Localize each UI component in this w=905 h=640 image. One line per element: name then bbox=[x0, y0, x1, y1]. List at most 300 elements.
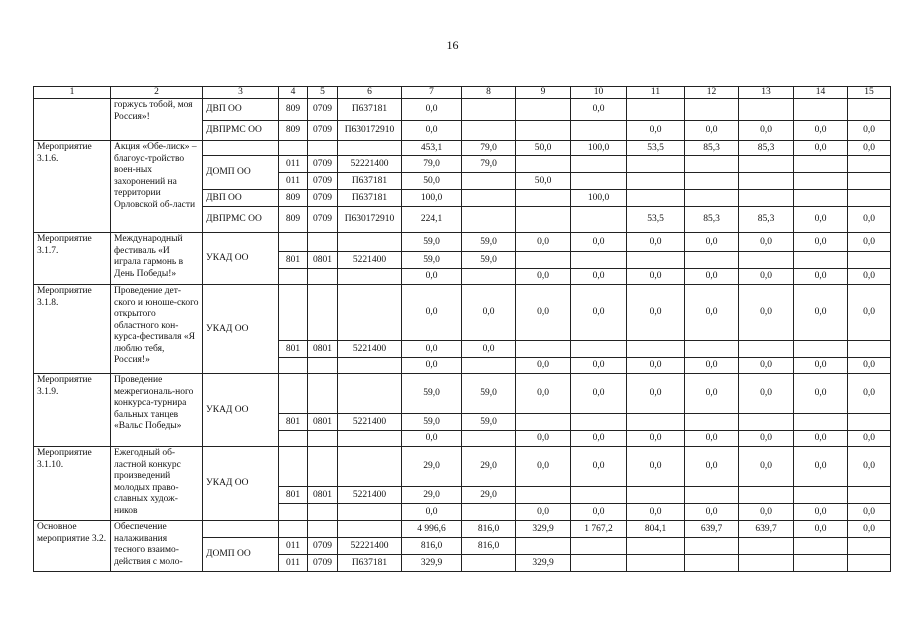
cell bbox=[308, 504, 338, 521]
cell bbox=[794, 190, 848, 207]
cell: 100,0 bbox=[571, 190, 627, 207]
cell: 0,0 bbox=[402, 269, 462, 285]
cell bbox=[685, 555, 739, 572]
budget-table bbox=[33, 86, 891, 572]
table-row bbox=[34, 285, 891, 341]
cell: 50,0 bbox=[402, 173, 462, 190]
cell bbox=[308, 358, 338, 374]
cell: 0,0 bbox=[516, 358, 571, 374]
cell bbox=[571, 414, 627, 431]
table-row bbox=[34, 141, 891, 156]
cell: П637181 bbox=[338, 99, 402, 121]
cell bbox=[794, 341, 848, 358]
cell bbox=[338, 447, 402, 487]
table-row bbox=[34, 99, 891, 121]
cell bbox=[308, 374, 338, 414]
cell: 0709 bbox=[308, 121, 338, 141]
cell: 0,0 bbox=[739, 269, 794, 285]
cell bbox=[516, 341, 571, 358]
cell bbox=[279, 285, 308, 341]
org-cell: ДВП ОО bbox=[203, 190, 279, 207]
cell bbox=[739, 487, 794, 504]
cell: 0,0 bbox=[848, 504, 891, 521]
event-name-cell: Проведение межрегиональ-ного конкурса-турнира бальных танцев «Вальс Победы» bbox=[111, 374, 203, 447]
cell: 0,0 bbox=[516, 233, 571, 252]
cell bbox=[516, 156, 571, 173]
event-label-cell: Мероприятие 3.1.6. bbox=[34, 141, 111, 233]
table-row bbox=[34, 374, 891, 414]
event-name-cell: Международный фестиваль «И играла гармонь в День Победы!» bbox=[111, 233, 203, 285]
cell bbox=[794, 173, 848, 190]
cell: 0,0 bbox=[739, 233, 794, 252]
cell: 0,0 bbox=[848, 374, 891, 414]
cell: 100,0 bbox=[402, 190, 462, 207]
cell: 0,0 bbox=[571, 99, 627, 121]
cell: 0,0 bbox=[402, 121, 462, 141]
cell: 0,0 bbox=[516, 431, 571, 447]
cell: 639,7 bbox=[739, 521, 794, 538]
cell bbox=[571, 121, 627, 141]
cell: 52221400 bbox=[338, 156, 402, 173]
cell: 0,0 bbox=[627, 269, 685, 285]
table-row bbox=[34, 233, 891, 252]
cell bbox=[848, 190, 891, 207]
cell: 0709 bbox=[308, 173, 338, 190]
cell bbox=[279, 447, 308, 487]
cell: 329,9 bbox=[402, 555, 462, 572]
cell: 0,0 bbox=[571, 504, 627, 521]
cell bbox=[279, 269, 308, 285]
cell bbox=[848, 538, 891, 555]
cell: 0,0 bbox=[685, 121, 739, 141]
cell: 0,0 bbox=[794, 285, 848, 341]
cell: 4 996,6 bbox=[402, 521, 462, 538]
cell: 0,0 bbox=[794, 374, 848, 414]
cell: 0,0 bbox=[848, 521, 891, 538]
cell bbox=[462, 121, 516, 141]
column-header: 2 bbox=[111, 87, 203, 99]
cell bbox=[685, 414, 739, 431]
cell bbox=[739, 414, 794, 431]
cell: П630172910 bbox=[338, 207, 402, 233]
cell bbox=[516, 538, 571, 555]
cell: 79,0 bbox=[462, 156, 516, 173]
cell bbox=[571, 341, 627, 358]
cell: 0,0 bbox=[794, 358, 848, 374]
cell: 85,3 bbox=[685, 207, 739, 233]
cell: 0,0 bbox=[627, 358, 685, 374]
table-row bbox=[34, 447, 891, 487]
cell: 0,0 bbox=[571, 358, 627, 374]
cell bbox=[462, 555, 516, 572]
cell bbox=[685, 252, 739, 269]
cell: 85,3 bbox=[739, 207, 794, 233]
cell bbox=[338, 504, 402, 521]
cell bbox=[739, 341, 794, 358]
cell bbox=[462, 190, 516, 207]
cell: 639,7 bbox=[685, 521, 739, 538]
cell: 816,0 bbox=[402, 538, 462, 555]
org-cell: УКАД ОО bbox=[203, 285, 279, 374]
cell bbox=[739, 555, 794, 572]
cell: 0,0 bbox=[402, 358, 462, 374]
org-cell bbox=[203, 141, 279, 156]
cell: 0709 bbox=[308, 555, 338, 572]
cell: 52221400 bbox=[338, 538, 402, 555]
cell: 0,0 bbox=[848, 269, 891, 285]
cell bbox=[516, 121, 571, 141]
cell bbox=[685, 173, 739, 190]
cell bbox=[308, 447, 338, 487]
cell: 329,9 bbox=[516, 555, 571, 572]
cell bbox=[627, 538, 685, 555]
cell: 59,0 bbox=[462, 252, 516, 269]
cell: 0709 bbox=[308, 99, 338, 121]
cell bbox=[279, 233, 308, 252]
cell: 0,0 bbox=[685, 504, 739, 521]
column-header: 14 bbox=[794, 87, 848, 99]
column-header: 10 bbox=[571, 87, 627, 99]
cell bbox=[279, 358, 308, 374]
cell: 0,0 bbox=[402, 285, 462, 341]
cell bbox=[338, 269, 402, 285]
cell: 011 bbox=[279, 555, 308, 572]
cell: 0,0 bbox=[571, 233, 627, 252]
cell bbox=[338, 374, 402, 414]
cell bbox=[516, 414, 571, 431]
cell: 0,0 bbox=[794, 504, 848, 521]
cell: 809 bbox=[279, 190, 308, 207]
cell bbox=[462, 99, 516, 121]
event-name-cell: Проведение дет-ского и юноше-ского открытого областного кон-курса-фестиваля «Я люблю тебя, Россия!» bbox=[111, 285, 203, 374]
cell bbox=[794, 99, 848, 121]
cell bbox=[279, 141, 308, 156]
cell: П637181 bbox=[338, 173, 402, 190]
cell bbox=[338, 431, 402, 447]
cell: 0,0 bbox=[627, 121, 685, 141]
cell: 809 bbox=[279, 99, 308, 121]
cell: 59,0 bbox=[402, 414, 462, 431]
cell: 0,0 bbox=[848, 285, 891, 341]
event-label-cell: Мероприятие 3.1.10. bbox=[34, 447, 111, 521]
cell: 29,0 bbox=[462, 487, 516, 504]
column-header: 1 bbox=[34, 87, 111, 99]
cell bbox=[627, 341, 685, 358]
cell: 0,0 bbox=[848, 121, 891, 141]
column-header: 8 bbox=[462, 87, 516, 99]
cell: 0,0 bbox=[516, 504, 571, 521]
cell: 0,0 bbox=[627, 233, 685, 252]
cell: 0,0 bbox=[685, 431, 739, 447]
cell bbox=[739, 99, 794, 121]
cell: 801 bbox=[279, 487, 308, 504]
cell bbox=[794, 538, 848, 555]
cell: 0,0 bbox=[739, 447, 794, 487]
cell: 0,0 bbox=[516, 447, 571, 487]
cell: 0709 bbox=[308, 207, 338, 233]
cell: 0,0 bbox=[685, 447, 739, 487]
cell bbox=[462, 504, 516, 521]
cell: 0,0 bbox=[794, 207, 848, 233]
cell: П637181 bbox=[338, 555, 402, 572]
cell bbox=[685, 487, 739, 504]
org-cell: УКАД ОО bbox=[203, 233, 279, 285]
cell: 0801 bbox=[308, 414, 338, 431]
cell bbox=[308, 269, 338, 285]
cell bbox=[308, 285, 338, 341]
cell bbox=[462, 358, 516, 374]
cell bbox=[848, 487, 891, 504]
cell bbox=[739, 252, 794, 269]
cell bbox=[462, 207, 516, 233]
cell bbox=[279, 374, 308, 414]
cell bbox=[848, 252, 891, 269]
cell bbox=[279, 504, 308, 521]
cell bbox=[571, 538, 627, 555]
column-header: 7 bbox=[402, 87, 462, 99]
cell: 79,0 bbox=[462, 141, 516, 156]
cell bbox=[627, 99, 685, 121]
cell: 0,0 bbox=[848, 207, 891, 233]
cell: 0,0 bbox=[794, 447, 848, 487]
event-label-cell: Мероприятие 3.1.9. bbox=[34, 374, 111, 447]
cell: 0709 bbox=[308, 538, 338, 555]
cell: 809 bbox=[279, 121, 308, 141]
cell: 0,0 bbox=[794, 233, 848, 252]
cell: 0,0 bbox=[516, 269, 571, 285]
cell bbox=[308, 431, 338, 447]
cell: 0,0 bbox=[516, 374, 571, 414]
cell bbox=[627, 487, 685, 504]
cell bbox=[338, 358, 402, 374]
cell bbox=[462, 431, 516, 447]
cell bbox=[739, 156, 794, 173]
cell: 0,0 bbox=[571, 374, 627, 414]
cell: 29,0 bbox=[402, 487, 462, 504]
cell: 50,0 bbox=[516, 141, 571, 156]
event-label-cell: Мероприятие 3.1.8. bbox=[34, 285, 111, 374]
org-cell: УКАД ОО bbox=[203, 374, 279, 447]
cell bbox=[571, 487, 627, 504]
column-header: 13 bbox=[739, 87, 794, 99]
cell: 011 bbox=[279, 538, 308, 555]
column-header: 15 bbox=[848, 87, 891, 99]
cell: 0,0 bbox=[627, 374, 685, 414]
cell bbox=[848, 341, 891, 358]
cell: П637181 bbox=[338, 190, 402, 207]
cell: 0709 bbox=[308, 156, 338, 173]
cell: 5221400 bbox=[338, 252, 402, 269]
cell bbox=[627, 414, 685, 431]
cell bbox=[308, 233, 338, 252]
cell: 0,0 bbox=[848, 233, 891, 252]
cell: 0,0 bbox=[627, 285, 685, 341]
cell bbox=[516, 487, 571, 504]
cell: 011 bbox=[279, 156, 308, 173]
cell bbox=[848, 99, 891, 121]
cell: 0801 bbox=[308, 487, 338, 504]
cell: 0,0 bbox=[794, 431, 848, 447]
cell: 59,0 bbox=[462, 374, 516, 414]
cell: 0,0 bbox=[739, 285, 794, 341]
cell: 29,0 bbox=[462, 447, 516, 487]
cell bbox=[571, 207, 627, 233]
cell: 0,0 bbox=[627, 431, 685, 447]
cell: 0801 bbox=[308, 252, 338, 269]
cell bbox=[571, 156, 627, 173]
cell: 0,0 bbox=[685, 233, 739, 252]
cell bbox=[794, 487, 848, 504]
org-cell bbox=[203, 521, 279, 538]
cell bbox=[516, 207, 571, 233]
cell bbox=[279, 431, 308, 447]
cell: 011 bbox=[279, 173, 308, 190]
cell: 453,1 bbox=[402, 141, 462, 156]
event-name-cell: Ежегодный об-ластной конкурс произведений молодых право-славных худож-ников bbox=[111, 447, 203, 521]
cell: 801 bbox=[279, 414, 308, 431]
cell bbox=[848, 173, 891, 190]
cell: 329,9 bbox=[516, 521, 571, 538]
cell: 0,0 bbox=[848, 447, 891, 487]
cell bbox=[462, 173, 516, 190]
cell bbox=[338, 285, 402, 341]
cell: 0,0 bbox=[685, 358, 739, 374]
cell: 0,0 bbox=[685, 269, 739, 285]
cell: 0,0 bbox=[739, 121, 794, 141]
cell bbox=[338, 233, 402, 252]
cell: 0,0 bbox=[627, 447, 685, 487]
cell bbox=[739, 173, 794, 190]
cell: 0,0 bbox=[571, 431, 627, 447]
event-name-cell: Обеспечение налаживания тесного взаимо-действия с моло- bbox=[111, 521, 203, 572]
cell: 816,0 bbox=[462, 538, 516, 555]
cell bbox=[848, 414, 891, 431]
cell bbox=[338, 521, 402, 538]
cell: 816,0 bbox=[462, 521, 516, 538]
cell bbox=[516, 252, 571, 269]
cell: 0,0 bbox=[402, 431, 462, 447]
cell: 59,0 bbox=[462, 414, 516, 431]
cell: 59,0 bbox=[402, 252, 462, 269]
cell: 0,0 bbox=[571, 447, 627, 487]
cell bbox=[627, 252, 685, 269]
org-cell: ДВП ОО bbox=[203, 99, 279, 121]
cell: П630172910 bbox=[338, 121, 402, 141]
cell: 5221400 bbox=[338, 341, 402, 358]
org-cell: ДВПРМС ОО bbox=[203, 207, 279, 233]
cell: 53,5 bbox=[627, 207, 685, 233]
cell bbox=[462, 269, 516, 285]
cell bbox=[739, 190, 794, 207]
cell: 0,0 bbox=[739, 374, 794, 414]
cell bbox=[308, 521, 338, 538]
event-label-cell bbox=[34, 99, 111, 141]
cell: 59,0 bbox=[402, 233, 462, 252]
cell: 85,3 bbox=[685, 141, 739, 156]
cell: 0,0 bbox=[462, 285, 516, 341]
cell: 0,0 bbox=[685, 285, 739, 341]
cell: 100,0 bbox=[571, 141, 627, 156]
cell bbox=[685, 99, 739, 121]
cell bbox=[627, 555, 685, 572]
cell bbox=[516, 99, 571, 121]
cell bbox=[794, 252, 848, 269]
org-cell: УКАД ОО bbox=[203, 447, 279, 521]
cell bbox=[571, 252, 627, 269]
cell bbox=[794, 156, 848, 173]
event-name-cell: горжусь тобой, моя Россия»! bbox=[111, 99, 203, 141]
cell bbox=[685, 341, 739, 358]
cell: 53,5 bbox=[627, 141, 685, 156]
org-cell: ДВПРМС ОО bbox=[203, 121, 279, 141]
event-label-cell: Основное мероприятие 3.2. bbox=[34, 521, 111, 572]
column-header: 3 bbox=[203, 87, 279, 99]
cell: 0,0 bbox=[848, 431, 891, 447]
column-header: 5 bbox=[308, 87, 338, 99]
cell: 0,0 bbox=[571, 285, 627, 341]
cell: 59,0 bbox=[462, 233, 516, 252]
cell: 5221400 bbox=[338, 414, 402, 431]
column-header: 4 bbox=[279, 87, 308, 99]
cell: 0,0 bbox=[739, 358, 794, 374]
cell: 50,0 bbox=[516, 173, 571, 190]
cell: 0,0 bbox=[402, 504, 462, 521]
cell: 0,0 bbox=[402, 99, 462, 121]
cell bbox=[627, 190, 685, 207]
cell: 1 767,2 bbox=[571, 521, 627, 538]
cell: 801 bbox=[279, 341, 308, 358]
column-header: 11 bbox=[627, 87, 685, 99]
cell: 0,0 bbox=[794, 521, 848, 538]
table-row bbox=[34, 521, 891, 538]
cell bbox=[571, 173, 627, 190]
cell: 85,3 bbox=[739, 141, 794, 156]
cell: 0709 bbox=[308, 190, 338, 207]
cell bbox=[685, 538, 739, 555]
cell: 809 bbox=[279, 207, 308, 233]
cell: 0,0 bbox=[462, 341, 516, 358]
column-header: 6 bbox=[338, 87, 402, 99]
cell bbox=[338, 141, 402, 156]
org-cell: ДОМП ОО bbox=[203, 156, 279, 190]
cell: 804,1 bbox=[627, 521, 685, 538]
cell bbox=[627, 156, 685, 173]
cell bbox=[685, 156, 739, 173]
cell bbox=[308, 141, 338, 156]
cell: 0,0 bbox=[848, 141, 891, 156]
cell: 79,0 bbox=[402, 156, 462, 173]
column-header: 9 bbox=[516, 87, 571, 99]
cell: 801 bbox=[279, 252, 308, 269]
cell: 59,0 bbox=[402, 374, 462, 414]
column-header: 12 bbox=[685, 87, 739, 99]
cell: 0,0 bbox=[516, 285, 571, 341]
cell: 224,1 bbox=[402, 207, 462, 233]
org-cell: ДОМП ОО bbox=[203, 538, 279, 572]
cell bbox=[739, 538, 794, 555]
cell: 0,0 bbox=[794, 141, 848, 156]
cell: 0,0 bbox=[739, 504, 794, 521]
cell bbox=[685, 190, 739, 207]
event-name-cell: Акция «Обе-лиск» – благоус-тройство воен-ных захоронений на территории Орловской об-ласти bbox=[111, 141, 203, 233]
cell: 5221400 bbox=[338, 487, 402, 504]
cell bbox=[516, 190, 571, 207]
cell: 0,0 bbox=[848, 358, 891, 374]
cell bbox=[848, 156, 891, 173]
cell: 29,0 bbox=[402, 447, 462, 487]
cell bbox=[794, 555, 848, 572]
cell: 0,0 bbox=[794, 121, 848, 141]
